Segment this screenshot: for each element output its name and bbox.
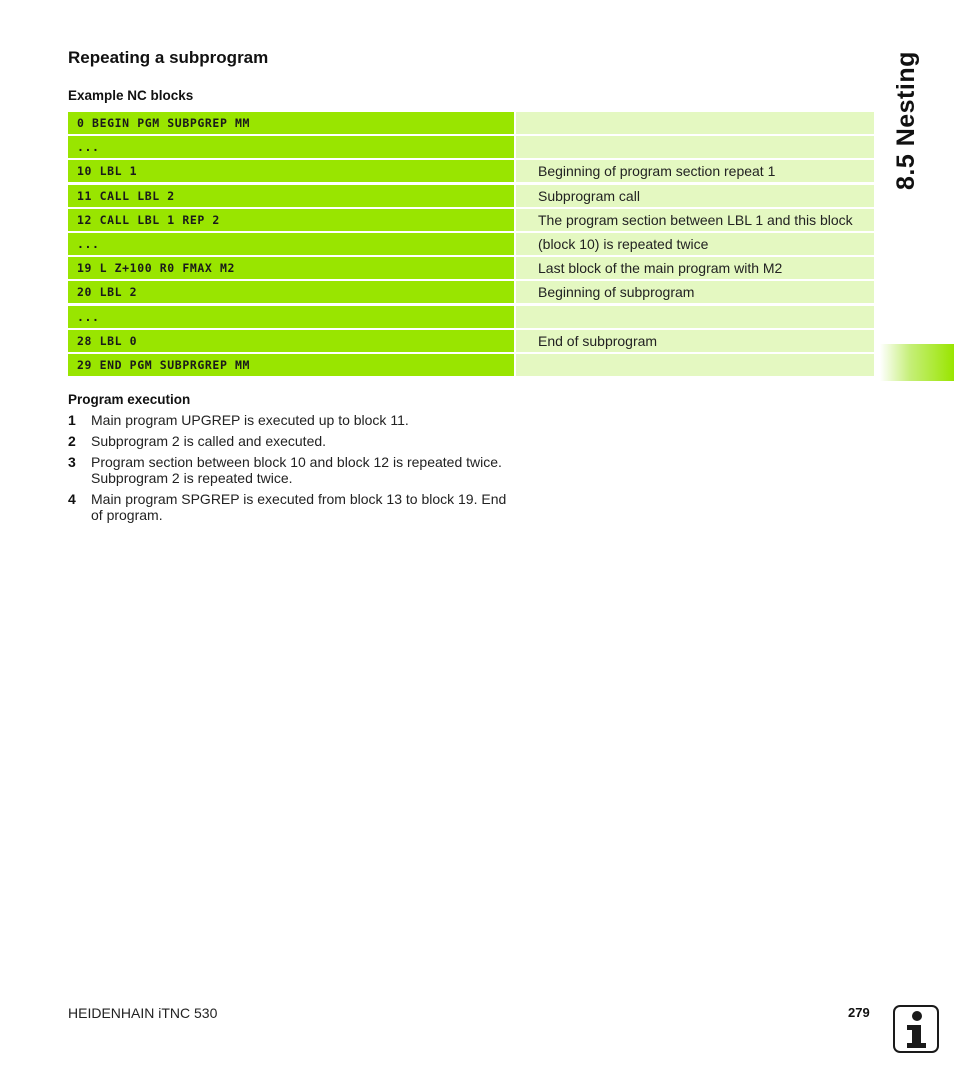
info-icon bbox=[893, 1005, 939, 1053]
step-text: Main program UPGREP is executed up to block 11. bbox=[91, 412, 409, 428]
step-number: 1 bbox=[68, 412, 76, 428]
nc-code: 11 CALL LBL 2 bbox=[68, 185, 514, 207]
example-label: Example NC blocks bbox=[68, 88, 194, 103]
nc-code: 10 LBL 1 bbox=[68, 160, 514, 182]
nc-code: 20 LBL 2 bbox=[68, 281, 514, 303]
nc-row bbox=[68, 209, 874, 231]
nc-row bbox=[68, 330, 874, 352]
nc-comment: (block 10) is repeated twice bbox=[516, 233, 874, 255]
nc-row bbox=[68, 233, 874, 255]
nc-row bbox=[68, 354, 874, 376]
step-number: 3 bbox=[68, 454, 76, 470]
nc-row bbox=[68, 112, 874, 134]
nc-code: 29 END PGM SUBPRGREP MM bbox=[68, 354, 514, 376]
nc-comment: Beginning of program section repeat 1 bbox=[516, 160, 874, 182]
nc-comment: End of subprogram bbox=[516, 330, 874, 352]
execution-label: Program execution bbox=[68, 392, 191, 407]
section-heading: Repeating a subprogram bbox=[68, 48, 269, 67]
step-text: Main program SPGREP is executed from block 13 to block 19. End of program. bbox=[91, 491, 507, 523]
nc-row bbox=[68, 160, 874, 182]
nc-row bbox=[68, 281, 874, 303]
nc-comment: The program section between LBL 1 and this block bbox=[516, 209, 874, 231]
nc-row bbox=[68, 306, 874, 328]
step-number: 4 bbox=[68, 491, 76, 507]
chapter-side-title: 8.5 Nesting bbox=[892, 51, 920, 190]
list-item bbox=[68, 491, 518, 523]
step-number: 2 bbox=[68, 433, 76, 449]
page-number: 279 bbox=[848, 1005, 870, 1020]
nc-comment bbox=[516, 136, 874, 158]
execution-steps-list bbox=[68, 412, 518, 528]
nc-code: ... bbox=[68, 306, 514, 328]
nc-row bbox=[68, 136, 874, 158]
nc-code: 12 CALL LBL 1 REP 2 bbox=[68, 209, 514, 231]
nc-comment bbox=[516, 354, 874, 376]
nc-row bbox=[68, 257, 874, 279]
nc-code: ... bbox=[68, 136, 514, 158]
nc-comment bbox=[516, 306, 874, 328]
nc-comment bbox=[516, 112, 874, 134]
nc-blocks-table bbox=[68, 112, 874, 378]
nc-comment: Beginning of subprogram bbox=[516, 281, 874, 303]
list-item bbox=[68, 412, 518, 428]
list-item bbox=[68, 433, 518, 449]
chapter-tab-marker bbox=[880, 344, 954, 381]
nc-comment: Subprogram call bbox=[516, 185, 874, 207]
nc-code: 19 L Z+100 R0 FMAX M2 bbox=[68, 257, 514, 279]
nc-comment: Last block of the main program with M2 bbox=[516, 257, 874, 279]
nc-code: ... bbox=[68, 233, 514, 255]
list-item bbox=[68, 454, 518, 486]
nc-row bbox=[68, 185, 874, 207]
nc-code: 0 BEGIN PGM SUBPGREP MM bbox=[68, 112, 514, 134]
footer-product: HEIDENHAIN iTNC 530 bbox=[68, 1005, 218, 1021]
nc-code: 28 LBL 0 bbox=[68, 330, 514, 352]
step-text: Subprogram 2 is called and executed. bbox=[91, 433, 327, 449]
step-text: Program section between block 10 and block 12 is repeated twice. Subprogram 2 is repeated twice. bbox=[91, 454, 502, 486]
